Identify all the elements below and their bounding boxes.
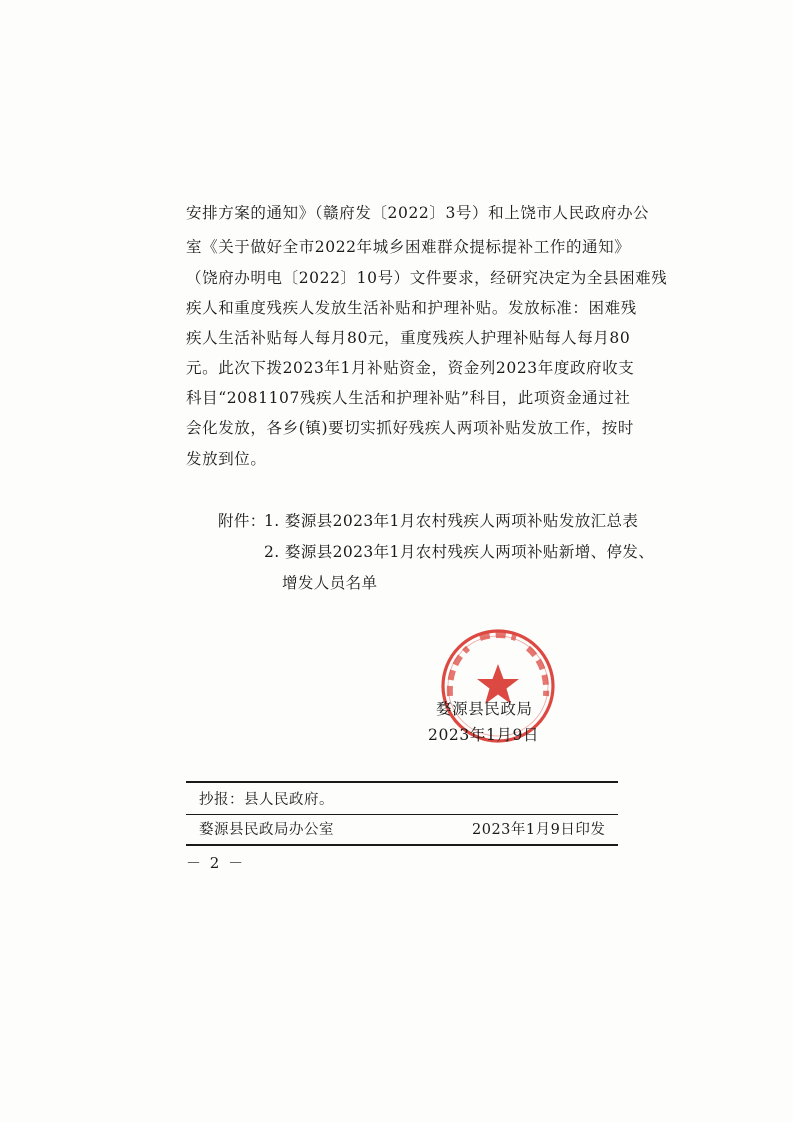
print-date: 2023年1月9日印发	[472, 822, 606, 838]
page-number: － 2 －	[186, 854, 246, 872]
body-line-1: 安排方案的通知》（赣府发〔2022〕3号）和上饶市人民政府办公	[186, 204, 650, 222]
issuer-name: 婺源县民政局办公室	[199, 822, 334, 838]
signature-org: 婺源县民政局	[436, 700, 533, 718]
body-line-5: 疾人生活补贴每人每月80元，重度残疾人护理补贴每人每月80	[186, 329, 631, 347]
footer-mid-rule	[186, 814, 618, 815]
body-line-2: 室《关于做好全市2022年城乡困难群众提标提补工作的通知》	[186, 238, 631, 256]
attachment-item-2-cont: 增发人员名单	[282, 574, 378, 592]
body-line-9: 发放到位。	[186, 450, 267, 468]
body-line-3: （饶府办明电〔2022〕10号）文件要求，经研究决定为全县困难残	[186, 269, 668, 287]
footer-top-rule	[186, 781, 618, 783]
signature-date: 2023年1月9日	[428, 726, 540, 744]
footer-bottom-rule	[186, 844, 618, 846]
attachment-item-2: 2. 婺源县2023年1月农村残疾人两项补贴新增、停发、	[264, 543, 655, 561]
attachment-label: 附件：	[218, 512, 266, 530]
body-line-4: 疾人和重度残疾人发放生活补贴和护理补贴。发放标准：困难残	[186, 299, 637, 317]
body-line-6: 元。此次下拨2023年1月补贴资金，资金列2023年度政府收支	[186, 359, 635, 377]
body-line-7: 科目“2081107残疾人生活和护理补贴”科目，此项资金通过社	[186, 389, 631, 407]
body-line-8: 会化发放，各乡(镇)要切实抓好残疾人两项补贴发放工作，按时	[186, 419, 634, 437]
cc-line: 抄报：县人民政府。	[199, 792, 334, 808]
attachment-item-1: 1. 婺源县2023年1月农村残疾人两项补贴发放汇总表	[264, 512, 639, 530]
